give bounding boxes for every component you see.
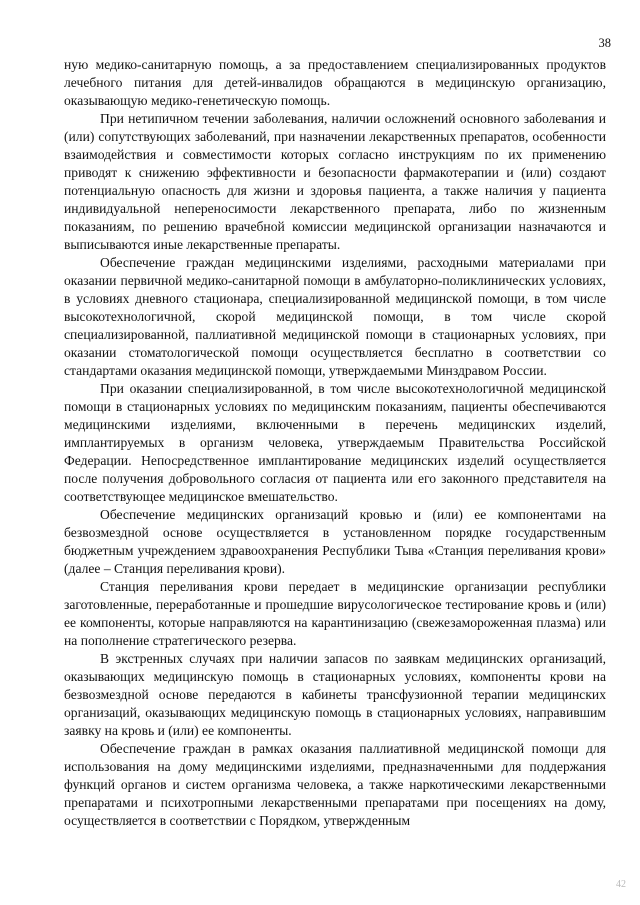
corner-page-mark: 42	[616, 879, 626, 890]
paragraph: При оказании специализированной, в том числе высокотехнологичной медицинской помощи в стационарных условиях по медицинским показаниям, пациенты обеспечиваются медицинскими изделиями, включенными в перечень медицинских изделий, имплантируемых в организм человека, утверждаемым Правительства Российской Федерации. Непосредственное имплантирование медицинских изделий осуществляется после получения добровольного согласия от пациента или его законного представителя на соответствующее медицинское вмешательство.	[64, 381, 606, 504]
document-body	[64, 56, 606, 830]
paragraph: При нетипичном течении заболевания, наличии осложнений основного заболевания и (или) сопутствующих заболеваний, при назначении лекарственных препаратов, особенности взаимодействия и совместимости которых согласно инструкциям по их применению приводят к снижению эффективности и безопасности фармакотерапии и (или) создают потенциальную опасность для жизни и здоровья пациента, а также наличия у пациента индивидуальной непереносимости лекарственного препарата, либо по жизненным показаниям, по решению врачебной комиссии медицинской организации назначаются и выписываются иные лекарственные препараты.	[64, 111, 606, 252]
paragraph: В экстренных случаях при наличии запасов по заявкам медицинских организаций, оказывающих медицинскую помощь в стационарных условиях, компоненты крови на безвозмездной основе передаются в кабинеты трансфузионной терапии медицинских организаций, оказывающих медицинскую помощь в стационарных условиях, направившим заявку на кровь и (или) ее компоненты.	[64, 651, 606, 738]
paragraph: Обеспечение граждан в рамках оказания паллиативной медицинской помощи для использования на дому медицинскими изделиями, предназначенными для поддержания функций органов и систем организма человека, а также наркотическими лекарственными препаратами и психотропными лекарственными препаратами при посещениях на дому, осуществляется в соответствии с Порядком, утвержденным	[64, 741, 606, 828]
page-number: 38	[598, 36, 611, 50]
paragraph: Обеспечение медицинских организаций кровью и (или) ее компонентами на безвозмездной основе осуществляется в установленном порядке государственным бюджетным учреждением здравоохранения Республики Тыва «Станция переливания крови» (далее – Станция переливания крови).	[64, 507, 606, 576]
paragraph: Станция переливания крови передает в медицинские организации республики заготовленные, переработанные и прошедшие вирусологическое тестирование кровь и (или) ее компоненты, которые направляются на карантинизацию (свежезамороженная плазма) или на пополнение стратегического резерва.	[64, 579, 606, 648]
paragraph-continued: ную медико-санитарную помощь, а за предоставлением специализированных продуктов лечебного питания для детей-инвалидов обращаются в медицинскую организацию, оказывающую медико-генетическую помощь.	[64, 57, 606, 108]
paragraph: Обеспечение граждан медицинскими изделиями, расходными материалами при оказании первичной медико-санитарной помощи в амбулаторно-поликлинических условиях, в условиях дневного стационара, специализированной медицинской помощи, в том числе высокотехнологичной, скорой медицинской помощи, в том числе скорой специализированной, паллиативной медицинской помощи в стационарных условиях, при оказании стоматологической помощи осуществляется бесплатно в соответствии со стандартами оказания медицинской помощи, утверждаемыми Минздравом России.	[64, 255, 606, 378]
